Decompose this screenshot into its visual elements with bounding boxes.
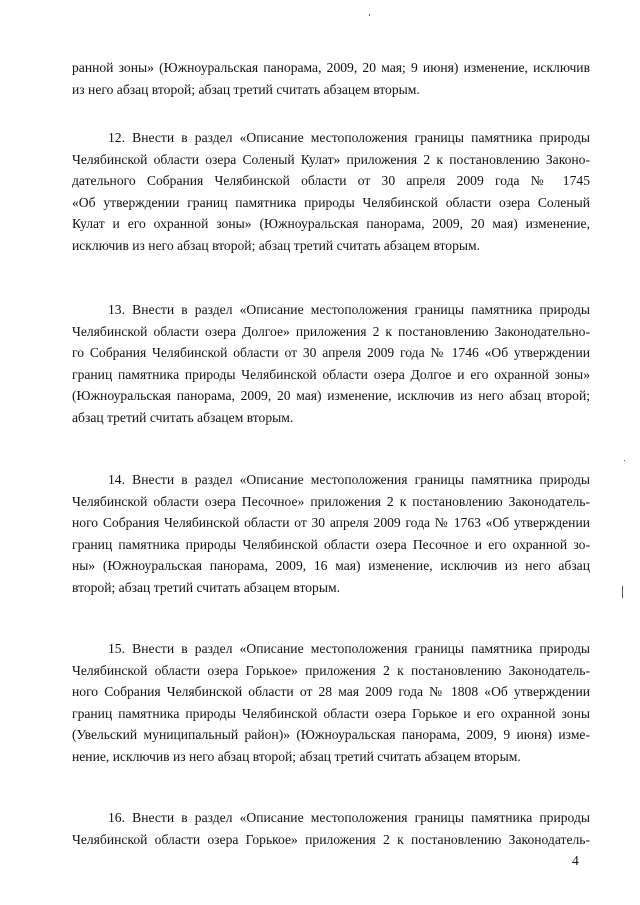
- text-line: ранной зоны» (Южноуральская панорама, 2009, 20 мая; 9 июня) изменение, исключив: [72, 60, 590, 75]
- text-line: исключив из него абзац второй; абзац третий считать абзацем вторым.: [72, 237, 481, 253]
- paragraph-14: [72, 469, 590, 599]
- text-line: ны» (Южноуральская панорама, 2009, 16 мая) изменение, исключив из него абзац: [72, 558, 590, 574]
- text-line: Челябинской области озера Горькое» приложения 2 к постановлению Законодатель-: [72, 831, 590, 847]
- paragraph-16: [72, 807, 590, 850]
- text-line: «Об утверждении границ памятника природы Челябинской области озера Соленый: [72, 194, 590, 210]
- text-line: го Собрания Челябинской области от 30 апреля 2009 года № 1746 «Об утверждении: [72, 345, 590, 361]
- text-line: 14. Внести в раздел «Описание местоположения границы памятника природы: [108, 472, 590, 487]
- text-line: границ памятника природы Челябинской области озера Долгое и его охранной зоны»: [72, 366, 590, 382]
- text-line: (Увельский муниципальный район)» (Южноуральская панорама, 2009, 9 июня) изме-: [72, 727, 590, 743]
- text-line: нение, исключив из него абзац второй; абзац третий считать абзацем вторым.: [72, 748, 521, 764]
- text-line: 13. Внести в раздел «Описание местоположения границы памятника природы: [108, 302, 590, 317]
- text-line: абзац третий считать абзацем вторым.: [72, 409, 294, 425]
- paragraph-continuation: [72, 57, 590, 100]
- text-line: ного Собрания Челябинской области от 30 апреля 2009 года № 1763 «Об утверждении: [72, 515, 590, 531]
- text-line: границ памятника природы Челябинской области озера Горькое и его охранной зоны: [72, 705, 590, 721]
- text-line: из него абзац второй; абзац третий считать абзацем вторым.: [72, 81, 420, 97]
- text-line: Кулат и его охранной зоны» (Южноуральская панорама, 2009, 20 мая) изменение,: [72, 216, 590, 232]
- scan-speck: [622, 586, 623, 598]
- paragraph-13: [72, 299, 590, 429]
- text-line: 15. Внести в раздел «Описание местоположения границы памятника природы: [108, 641, 590, 656]
- text-line: Челябинской области озера Песочное» приложения 2 к постановлению Законодатель-: [72, 493, 590, 509]
- text-line: (Южноуральская панорама, 2009, 20 мая) изменение, исключив из него абзац второй;: [72, 388, 590, 404]
- text-line: 16. Внести в раздел «Описание местоположения границы памятника природы: [108, 810, 590, 825]
- text-line: ного Собрания Челябинской области от 28 мая 2009 года № 1808 «Об утверждении: [72, 684, 590, 700]
- text-line: Челябинской области озера Горькое» приложения 2 к постановлению Законодатель-: [72, 662, 590, 678]
- text-line: границ памятника природы Челябинской области озера Песочное и его охранной зо-: [72, 536, 590, 552]
- page-number: 4: [572, 853, 579, 868]
- text-line: Челябинской области озера Соленый Кулат» приложения 2 к постановлению Законо-: [72, 151, 590, 167]
- text-line: второй; абзац третий считать абзацем вторым.: [72, 579, 340, 595]
- paragraph-12: [72, 127, 590, 257]
- text-line: дательного Собрания Челябинской области от 30 апреля 2009 года № 1745: [72, 173, 590, 189]
- text-line: 12. Внести в раздел «Описание местоположения границы памятника природы: [108, 130, 590, 145]
- text-line: Челябинской области озера Долгое» приложения 2 к постановлению Законодательно-: [72, 323, 590, 339]
- scan-speck: [624, 460, 625, 461]
- paragraph-15: [72, 638, 590, 768]
- scan-speck: [369, 14, 370, 16]
